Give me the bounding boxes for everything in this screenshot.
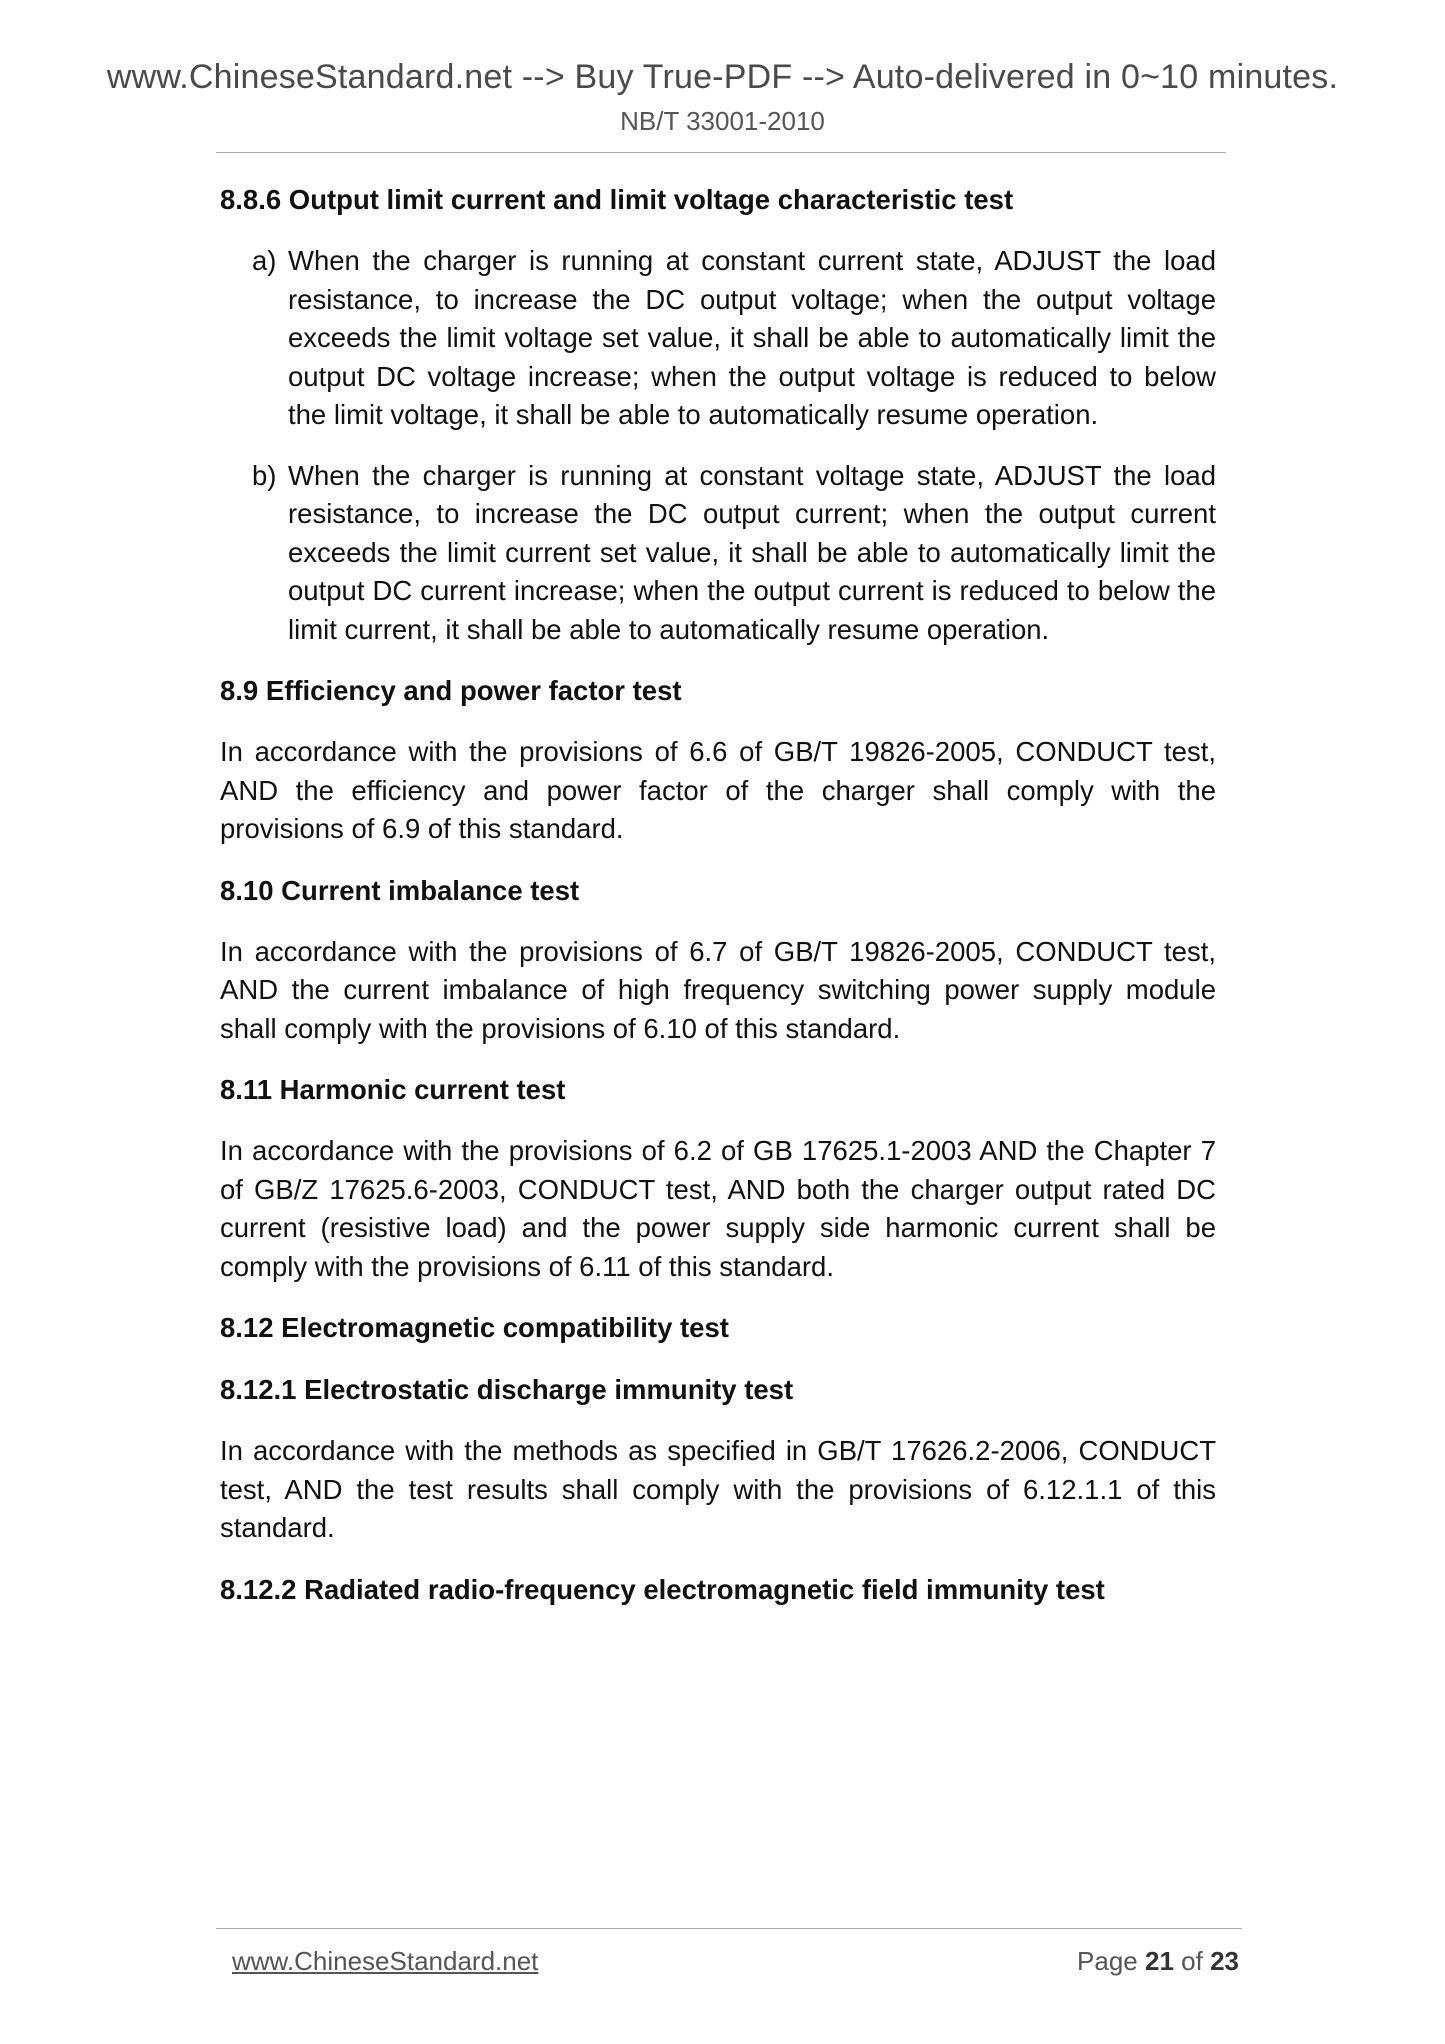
section-heading-8-11: 8.11 Harmonic current test [220,1074,566,1105]
current-page-number: 21 [1145,1946,1174,1976]
page-label: Page [1077,1946,1138,1976]
list-item-text: When the charger is running at constant current state, ADJUST the load resistance, to increase the DC output voltage; when the output voltage exceeds the limit voltage set value, it shall be able to automatically limit the output DC voltage increase; when the output voltage is reduced to below the limit voltage, it shall be able to automatically resume operation. [288,245,1216,430]
section-heading-8-8-6: 8.8.6 Output limit current and limit voltage characteristic test [220,184,1014,215]
list-marker: b) [252,459,277,491]
section-text-8-12-1: In accordance with the methods as specified in GB/T 17626.2-2006, CONDUCT test, AND the test results shall comply with the provisions of 6.12.1.1 of this standard. [220,1435,1216,1543]
section-heading-8-12-2: 8.12.2 Radiated radio-frequency electromagnetic field immunity test [220,1573,1105,1605]
page-content [220,180,1216,1632]
section-heading-8-12: 8.12 Electromagnetic compatibility test [220,1312,729,1343]
document-id: NB/T 33001-2010 [620,106,825,136]
section-heading-8-9: 8.9 Efficiency and power factor test [220,675,682,706]
section-text-8-9: In accordance with the provisions of 6.6 of GB/T 19826-2005, CONDUCT test, AND the efficiency and power factor of the charger shall comply with the provisions of 6.9 of this standard. [220,736,1216,844]
list-item-b [220,457,1216,650]
list-item-a [220,242,1216,435]
site-banner: www.ChineseStandard.net --> Buy True-PDF --> Auto-delivered in 0~10 minutes. [106,58,1339,96]
header-divider [216,152,1226,153]
section-heading-8-10: 8.10 Current imbalance test [220,874,580,906]
total-page-number: 23 [1210,1946,1239,1976]
section-text-8-11: In accordance with the provisions of 6.2 of GB 17625.1-2003 AND the Chapter 7 of GB/Z 17625.6-2003, CONDUCT test, AND both the charger output rated DC current (resistive load) and the power supply side harmonic current shall be comply with the provisions of 6.11 of this standard. [220,1135,1216,1282]
page-counter [1077,1946,1239,1977]
footer-divider [216,1928,1242,1929]
section-heading-8-12-1: 8.12.1 Electrostatic discharge immunity test [220,1374,794,1405]
list-item-text: When the charger is running at constant voltage state, ADJUST the load resistance, to increase the DC output current; when the output current exceeds the limit current set value, it shall be able to automatically limit the output DC current increase; when the output current is reduced to below the limit current, it shall be able to automatically resume operation. [288,459,1216,645]
list-marker: a) [252,245,277,276]
section-text-8-10: In accordance with the provisions of 6.7 of GB/T 19826-2005, CONDUCT test, AND the current imbalance of high frequency switching power supply module shall comply with the provisions of 6.10 of this standard. [220,935,1216,1044]
page-separator: of [1181,1946,1203,1976]
footer-site-link[interactable]: www.ChineseStandard.net [232,1946,539,1976]
